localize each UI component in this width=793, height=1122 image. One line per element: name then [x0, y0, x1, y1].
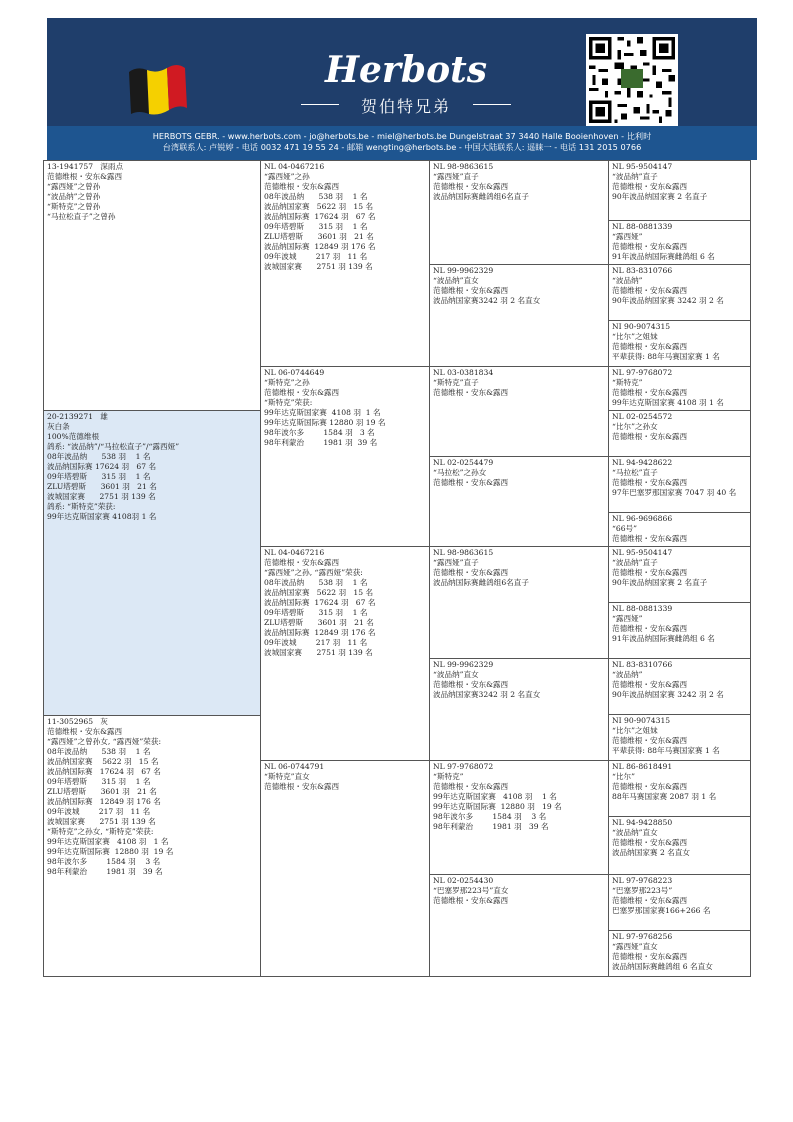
pedigree-dam: [43, 715, 261, 977]
bird-info-line: 范德维根・安东&露西: [612, 388, 688, 397]
bird-info-line: “巴塞罗那223号”直女: [433, 886, 509, 895]
bird-info-line: 波品纳国际赛雌鸽组6名直子: [433, 192, 529, 201]
bird-info-line: 鸽系: “斯特克”荣获:: [47, 502, 116, 511]
bird-ring-number: 20-2139271 雄: [47, 412, 108, 421]
bird-info-line: 99年达克斯国家赛 4108 羽 1 名: [612, 398, 724, 407]
bird-info-line: 波品纳国际赛 12849 羽 176 名: [264, 628, 376, 637]
bird-info-line: “巴塞罗那223号”: [612, 886, 673, 895]
qr-code-icon: [586, 34, 678, 126]
bird-info-line: “露西娅”之孙: [264, 172, 310, 181]
pedigree-c4-2: [608, 264, 751, 321]
bird-info-line: 98年波尔多 1584 羽 3 名: [433, 812, 547, 821]
bird-info-line: “66号”: [612, 524, 638, 533]
bird-ring-number: 11-3052965 灰: [47, 717, 108, 726]
bird-info-line: “斯特克”之孙女, “斯特克”荣获:: [47, 827, 154, 836]
bird-info-line: “波品纳”直子: [612, 172, 658, 181]
pedigree-c4-9: [608, 602, 751, 659]
bird-ring-number: NL 88-0881339: [612, 604, 673, 613]
bird-info-line: 波品纳国际赛 17624 羽 67 名: [47, 462, 157, 471]
contact-line-2: 台湾联系人: 卢锐婷 - 电话 0032 471 19 55 24 - 邮箱 wengting@herbots.be - 中国大陆联系人: 遥睐一 - 电话 131 2015 0766: [162, 142, 642, 152]
bird-info-line: “比尔”之姐妹: [612, 726, 658, 735]
bird-ring-number: NL 94-9428850: [612, 818, 673, 827]
bird-ring-number: NL 99-9962329: [433, 266, 494, 275]
bird-info-line: 波品纳国际赛 12849 羽 176 名: [264, 242, 376, 251]
pedigree-c3-3: [429, 456, 609, 547]
bird-info-line: “波品纳”直女: [612, 828, 658, 837]
pedigree-c4-1: [608, 220, 751, 265]
bird-ring-number: NL 88-0881339: [612, 222, 673, 231]
bird-info-line: “露西娅”之孙, “露西娅”荣获:: [264, 568, 363, 577]
bird-info-line: 范德维根・安东&露西: [612, 568, 688, 577]
pedigree-c4-15: [608, 930, 751, 977]
bird-info-line: 波城国家赛 2751 羽 139 名: [264, 648, 373, 657]
bird-info-line: 范德维根・安东&露西: [433, 182, 509, 191]
bird-ring-number: NL 02-0254430: [433, 876, 494, 885]
bird-info-line: 波品纳国际赛 17624 羽 67 名: [264, 212, 376, 221]
bird-info-line: “比尔”之姐妹: [612, 332, 658, 341]
bird-info-line: 范德维根・安东&露西: [612, 342, 688, 351]
bird-info-line: 98年波尔多 1584 羽 3 名: [47, 857, 161, 866]
bird-info-line: “波品纳”: [612, 670, 643, 679]
bird-ring-number: NL 04-0467216: [264, 548, 325, 557]
bird-info-line: 波品纳国家赛3242 羽 2 名直女: [433, 690, 541, 699]
bird-ring-number: NL 96-9696866: [612, 514, 673, 523]
bird-info-line: 鸽系: “波品纳”/“马拉松直子”/“露西娅”: [47, 442, 180, 451]
pedigree-c4-10: [608, 658, 751, 715]
pedigree-c4-13: [608, 816, 751, 875]
bird-info-line: “马拉松”直子: [612, 468, 658, 477]
bird-info-line: “斯特克”直子: [433, 378, 479, 387]
logo-subtitle: 贺伯特兄弟: [360, 97, 451, 116]
bird-ring-number: NL 97-9768072: [612, 368, 673, 377]
pedigree-c2-3: [260, 760, 430, 977]
pedigree-c4-8: [608, 546, 751, 603]
bird-info-line: “斯特克”之孙: [264, 378, 310, 387]
bird-info-line: “比尔”之孙女: [612, 422, 658, 431]
logo-subtitle-row: [301, 94, 511, 114]
bird-info-line: 09年塔碧斯 315 羽 1 名: [264, 222, 368, 231]
bird-ring-number: NL 06-0744649: [264, 368, 325, 377]
pedigree-c3-1: [429, 264, 609, 367]
bird-info-line: 波品纳国家赛3242 羽 2 名直女: [433, 296, 541, 305]
pedigree-c3-4: [429, 546, 609, 659]
bird-info-line: 99年达克斯国家赛 4108 羽 1 名: [264, 408, 381, 417]
pedigree-c4-14: [608, 874, 751, 931]
pedigree-subject-top: [43, 160, 261, 411]
bird-info-line: “斯特克”之曾孙: [47, 202, 101, 211]
bird-info-line: 09年塔碧斯 315 羽 1 名: [47, 472, 151, 481]
bird-info-line: 范德维根・安东&露西: [433, 896, 509, 905]
bird-ring-number: NL 83-8310766: [612, 266, 673, 275]
bird-ring-number: NL 97-9768072: [433, 762, 494, 771]
bird-info-line: 08年波品纳 538 羽 1 名: [47, 747, 151, 756]
bird-ring-number: NL 02-0254479: [433, 458, 494, 467]
belgian-flag-icon: [125, 58, 189, 118]
bird-info-line: 范德维根・安东&露西: [47, 727, 123, 736]
bird-info-line: 范德维根・安东&露西: [433, 568, 509, 577]
bird-info-line: 09年波城 217 羽 11 名: [264, 252, 368, 261]
bird-info-line: 范德维根・安东&露西: [264, 782, 340, 791]
bird-info-line: 范德维根・安东&露西: [612, 182, 688, 191]
pedigree-c3-0: [429, 160, 609, 265]
bird-info-line: 波品纳国际赛 12849 羽 176 名: [47, 797, 161, 806]
bird-ring-number: NL 95-9504147: [612, 162, 673, 171]
bird-ring-number: NL 03-0381834: [433, 368, 494, 377]
bird-info-line: “波品纳”直子: [612, 558, 658, 567]
bird-ring-number: NL 83-8310766: [612, 660, 673, 669]
bird-info-line: 波城国家赛 2751 羽 139 名: [264, 262, 373, 271]
bird-ring-number: NL 86-8618491: [612, 762, 673, 771]
bird-ring-number: NL 97-9768223: [612, 876, 673, 885]
bird-info-line: 范德维根・安东&露西: [264, 182, 340, 191]
bird-info-line: 90年波品纳国家赛 3242 羽 2 名: [612, 690, 724, 699]
bird-ring-number: NL 98-9863615: [433, 548, 494, 557]
header-banner: [47, 18, 757, 143]
bird-info-line: “马拉松直子”之曾孙: [47, 212, 116, 221]
bird-info-line: 范德维根・安东&露西: [612, 896, 688, 905]
bird-info-line: ZLU塔碧斯 3601 羽 21 名: [47, 787, 157, 796]
bird-info-line: “波品纳”: [612, 276, 643, 285]
pedigree-c3-5: [429, 658, 609, 761]
bird-info-line: 波城国家赛 2751 羽 139 名: [47, 492, 156, 501]
bird-info-line: 91年波品纳国际赛雌鸽组 6 名: [612, 634, 715, 643]
bird-info-line: “波品纳”直女: [433, 276, 479, 285]
bird-info-line: 范德维根・安东&露西: [612, 838, 688, 847]
bird-info-line: 99年达克斯国家赛 4108 羽 1 名: [47, 837, 169, 846]
subtitle-rule-right: [473, 104, 511, 105]
bird-info-line: 08年波品纳 538 羽 1 名: [264, 192, 368, 201]
bird-ring-number: 13-1941757 深雨点: [47, 162, 124, 171]
bird-info-line: 波品纳国家赛 5622 羽 15 名: [264, 588, 374, 597]
bird-info-line: “露西娅”之曾孙女, “露西娅”荣获:: [47, 737, 162, 746]
bird-ring-number: NL 95-9504147: [612, 548, 673, 557]
bird-info-line: “斯特克”: [612, 378, 643, 387]
bird-info-line: 99年达克斯国家赛 4108羽 1 名: [47, 512, 157, 521]
bird-info-line: “斯特克”: [433, 772, 464, 781]
pedigree-c3-6: [429, 760, 609, 875]
bird-ring-number: NL 99-9962329: [433, 660, 494, 669]
bird-ring-number: NL 04-0467216: [264, 162, 325, 171]
bird-info-line: 范德维根・安东&露西: [612, 534, 688, 543]
pedigree-c2-2: [260, 546, 430, 761]
bird-info-line: 波品纳国家赛 5622 羽 15 名: [264, 202, 374, 211]
bird-info-line: 范德维根・安东&露西: [433, 286, 509, 295]
pedigree-c4-6: [608, 456, 751, 513]
bird-info-line: 范德维根・安东&露西: [612, 782, 688, 791]
bird-info-line: 09年波城 217 羽 11 名: [47, 807, 151, 816]
bird-info-line: 平辈获得: 88年马赛国家赛 1 名: [612, 746, 720, 755]
pedigree-c3-2: [429, 366, 609, 457]
pedigree-grid: [43, 160, 751, 977]
pedigree-subject-main: [43, 410, 261, 716]
bird-info-line: 范德维根・安东&露西: [612, 952, 688, 961]
bird-ring-number: NI 90-9074315: [612, 322, 671, 331]
bird-info-line: 平辈获得: 88年马赛国家赛 1 名: [612, 352, 720, 361]
bird-info-line: 波品纳国家赛 5622 羽 15 名: [47, 757, 159, 766]
bird-info-line: “斯特克”荣获:: [264, 398, 313, 407]
bird-info-line: 范德维根・安东&露西: [433, 478, 509, 487]
bird-info-line: 99年达克斯国际赛 12880 羽 19 名: [264, 418, 386, 427]
bird-info-line: 09年塔碧斯 315 羽 1 名: [47, 777, 151, 786]
pedigree-c4-7: [608, 512, 751, 547]
bird-info-line: 91年波品纳国际赛雌鸽组 6 名: [612, 252, 715, 261]
bird-ring-number: NL 06-0744791: [264, 762, 325, 771]
bird-info-line: 波品纳国际赛雌鸽组6名直子: [433, 578, 529, 587]
bird-info-line: 90年波品纳国家赛 2 名直子: [612, 192, 708, 201]
bird-info-line: ZLU塔碧斯 3601 羽 21 名: [264, 618, 374, 627]
bird-info-line: 90年波品纳国家赛 3242 羽 2 名: [612, 296, 724, 305]
pedigree-c4-11: [608, 714, 751, 761]
bird-info-line: 范德维根・安东&露西: [612, 478, 688, 487]
bird-info-line: 范德维根・安东&露西: [612, 286, 688, 295]
bird-info-line: “露西娅”直女: [612, 942, 658, 951]
bird-info-line: 范德维根・安东&露西: [264, 388, 340, 397]
bird-info-line: 09年波城 217 羽 11 名: [264, 638, 368, 647]
bird-info-line: 灰白条: [47, 422, 70, 431]
bird-info-line: 08年波品纳 538 羽 1 名: [47, 452, 151, 461]
subtitle-rule-left: [301, 104, 339, 105]
pedigree-c2-0: [260, 160, 430, 367]
pedigree-c4-3: [608, 320, 751, 367]
bird-info-line: 波品纳国家赛 2 名直女: [612, 848, 691, 857]
bird-info-line: “斯特克”直女: [264, 772, 310, 781]
bird-info-line: 99年达克斯国际赛 12880 羽 19 名: [433, 802, 562, 811]
bird-info-line: 范德维根・安东&露西: [433, 782, 509, 791]
bird-info-line: “比尔”: [612, 772, 635, 781]
bird-info-line: ZLU塔碧斯 3601 羽 21 名: [47, 482, 157, 491]
bird-info-line: 98年利蒙治 1981 羽 39 名: [264, 438, 378, 447]
bird-info-line: ZLU塔碧斯 3601 羽 21 名: [264, 232, 374, 241]
pedigree-c4-4: [608, 366, 751, 411]
bird-ring-number: NL 94-9428622: [612, 458, 673, 467]
bird-info-line: 99年达克斯国际赛 12880 羽 19 名: [47, 847, 174, 856]
bird-info-line: 巴塞罗那国家赛166+266 名: [612, 906, 711, 915]
bird-info-line: 90年波品纳国家赛 2 名直子: [612, 578, 708, 587]
bird-ring-number: NI 90-9074315: [612, 716, 671, 725]
bird-info-line: “露西娅”: [612, 232, 643, 241]
bird-info-line: “露西娅”: [612, 614, 643, 623]
bird-info-line: 09年塔碧斯 315 羽 1 名: [264, 608, 368, 617]
bird-ring-number: NL 02-0254572: [612, 412, 673, 421]
bird-info-line: 88年马赛国家赛 2087 羽 1 名: [612, 792, 717, 801]
bird-info-line: 范德维根・安东&露西: [612, 680, 688, 689]
bird-info-line: 范德维根・安东&露西: [47, 172, 123, 181]
bird-info-line: 波品纳国际赛 17624 羽 67 名: [264, 598, 376, 607]
bird-info-line: 98年利蒙治 1981 羽 39 名: [433, 822, 549, 831]
contact-strip: [47, 126, 757, 160]
pedigree-c4-0: [608, 160, 751, 221]
bird-ring-number: NL 98-9863615: [433, 162, 494, 171]
pedigree-c4-12: [608, 760, 751, 817]
bird-info-line: 范德维根・安东&露西: [433, 388, 509, 397]
pedigree-c4-5: [608, 410, 751, 457]
bird-info-line: “马拉松”之孙女: [433, 468, 487, 477]
bird-info-line: “露西娅”直子: [433, 172, 479, 181]
bird-info-line: 99年达克斯国家赛 4108 羽 1 名: [433, 792, 557, 801]
bird-info-line: 98年波尔多 1584 羽 3 名: [264, 428, 375, 437]
bird-info-line: 范德维根・安东&露西: [612, 242, 688, 251]
bird-info-line: 范德维根・安东&露西: [433, 680, 509, 689]
bird-ring-number: NL 97-9768256: [612, 932, 673, 941]
bird-info-line: “波品纳”直女: [433, 670, 479, 679]
bird-info-line: “露西娅”直子: [433, 558, 479, 567]
bird-info-line: “露西娅”之曾孙: [47, 182, 101, 191]
bird-info-line: 范德维根・安东&露西: [612, 432, 688, 441]
bird-info-line: 97年巴塞罗那国家赛 7047 羽 40 名: [612, 488, 737, 497]
bird-info-line: 100%范德维根: [47, 432, 100, 441]
bird-info-line: 波城国家赛 2751 羽 139 名: [47, 817, 156, 826]
bird-info-line: “波品纳”之曾孙: [47, 192, 101, 201]
bird-info-line: 范德维根・安东&露西: [264, 558, 340, 567]
herbots-logo: Herbots: [325, 49, 487, 91]
bird-info-line: 波品纳国际赛雌鸽组 6 名直女: [612, 962, 713, 971]
bird-info-line: 波品纳国际赛 17624 羽 67 名: [47, 767, 161, 776]
bird-info-line: 98年利蒙治 1981 羽 39 名: [47, 867, 163, 876]
bird-info-line: 范德维根・安东&露西: [612, 736, 688, 745]
bird-info-line: 08年波品纳 538 羽 1 名: [264, 578, 368, 587]
pedigree-c3-7: [429, 874, 609, 977]
pedigree-c2-1: [260, 366, 430, 547]
bird-info-line: 范德维根・安东&露西: [612, 624, 688, 633]
contact-line-1: HERBOTS GEBR. - www.herbots.com - jo@herbots.be - miel@herbots.be Dungelstraat 37 3440 Halle Booienhoven - 比利时: [152, 131, 652, 141]
